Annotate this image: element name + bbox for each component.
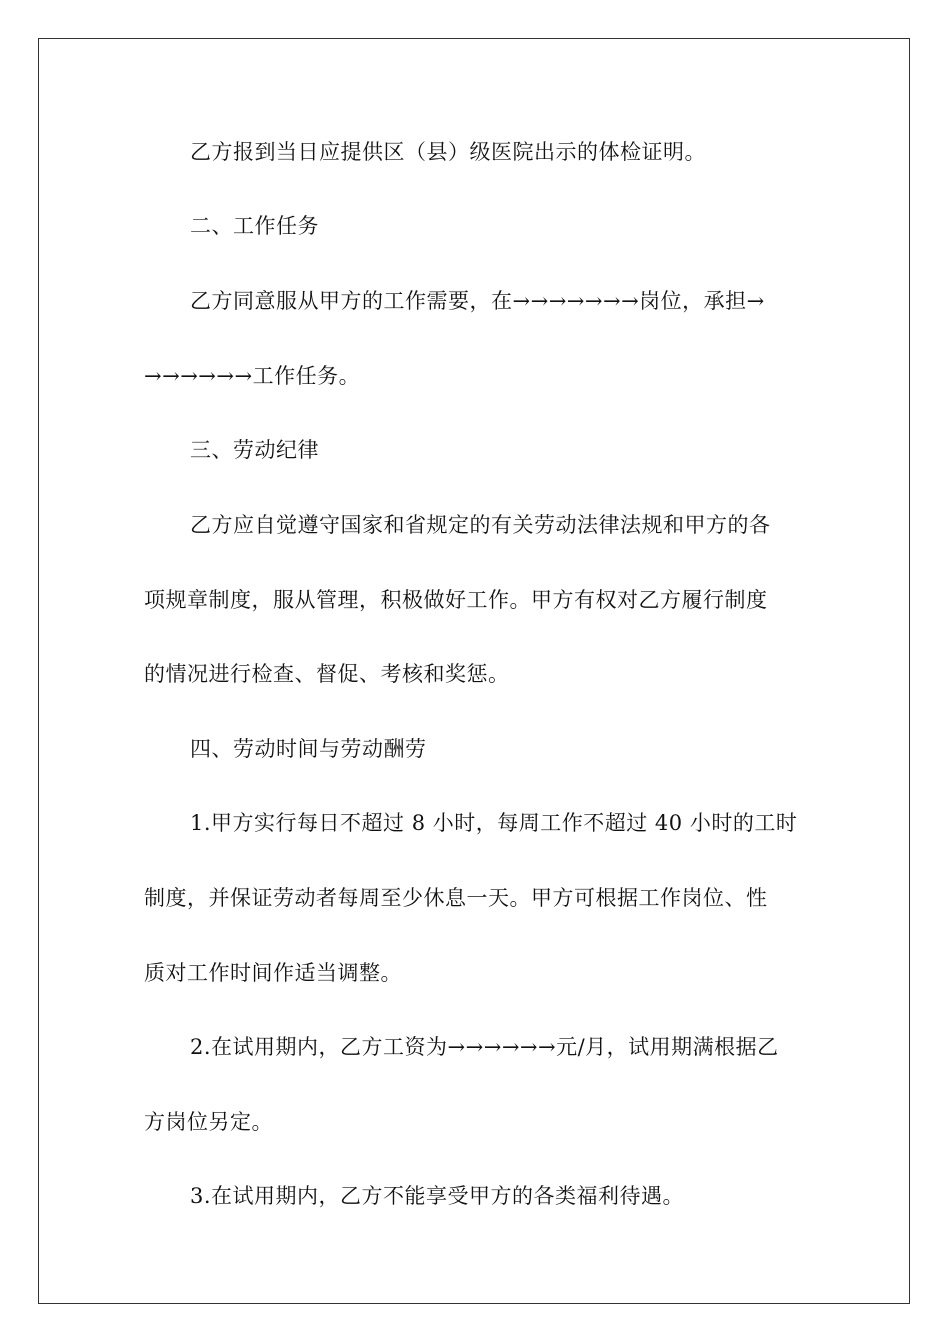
clause-1-line-1: 1.甲方实行每日不超过 8 小时，每周工作不超过 40 小时的工时	[190, 811, 798, 835]
paragraph-discipline-line-3: 的情况进行检查、督促、考核和奖惩。	[144, 662, 510, 686]
section-heading-hours-pay: 四、劳动时间与劳动酬劳	[190, 737, 427, 761]
clause-2-line-1: 2.在试用期内，乙方工资为→→→→→→元/月，试用期满根据乙	[190, 1035, 779, 1059]
paragraph-work-tasks-line-1: 乙方同意服从甲方的工作需要，在→→→→→→→岗位，承担→	[190, 289, 765, 313]
clause-1-line-2: 制度，并保证劳动者每周至少休息一天。甲方可根据工作岗位、性	[144, 886, 768, 910]
paragraph-discipline-line-2: 项规章制度，服从管理，积极做好工作。甲方有权对乙方履行制度	[144, 588, 768, 612]
clause-2-line-2: 方岗位另定。	[144, 1110, 273, 1134]
clause-3-line-1: 3.在试用期内，乙方不能享受甲方的各类福利待遇。	[190, 1184, 685, 1208]
clause-1-line-3: 质对工作时间作适当调整。	[144, 961, 402, 985]
section-heading-work-tasks: 二、工作任务	[190, 214, 319, 238]
paragraph-discipline-line-1: 乙方应自觉遵守国家和省规定的有关劳动法律法规和甲方的各	[190, 513, 771, 537]
paragraph-work-tasks-line-2: →→→→→→工作任务。	[144, 364, 361, 388]
paragraph-health-certificate: 乙方报到当日应提供区（县）级医院出示的体检证明。	[190, 140, 706, 164]
section-heading-labor-discipline: 三、劳动纪律	[190, 438, 319, 462]
